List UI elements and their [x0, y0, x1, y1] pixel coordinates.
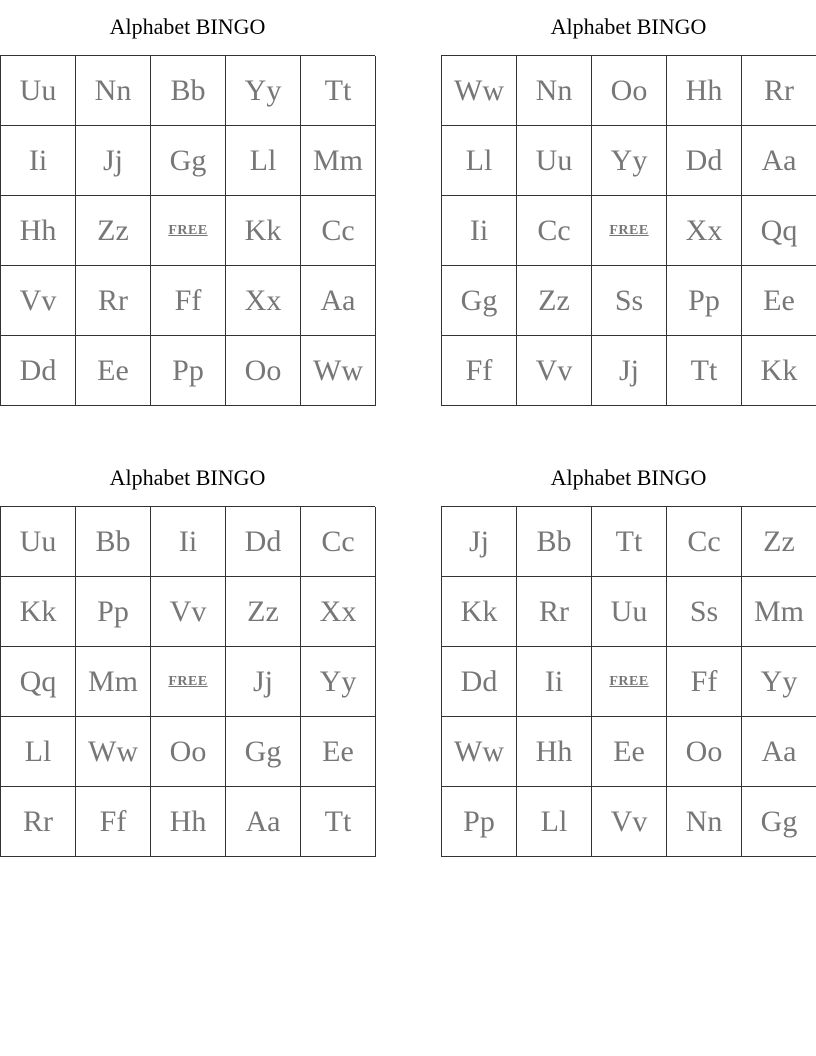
free-space-cell [151, 196, 226, 266]
bingo-cell [226, 647, 301, 717]
bingo-cell [442, 507, 517, 577]
bingo-cell [1, 647, 76, 717]
bingo-cell [592, 787, 667, 857]
bingo-cell [517, 336, 592, 406]
bingo-cell [442, 717, 517, 787]
bingo-cell [667, 266, 742, 336]
bingo-cell [592, 126, 667, 196]
bingo-letter: Dd [244, 524, 282, 558]
bingo-cell [76, 717, 151, 787]
bingo-cell [667, 717, 742, 787]
bingo-cell [226, 577, 301, 647]
bingo-letter: Cc [321, 524, 355, 558]
bingo-letter: Ff [465, 353, 493, 387]
bingo-cell [1, 56, 76, 126]
bingo-letter: Ee [763, 283, 795, 317]
bingo-letter: Nn [535, 73, 573, 107]
bingo-letter: Yy [760, 664, 798, 698]
bingo-letter: Aa [761, 143, 797, 177]
bingo-letter: Ss [689, 594, 719, 628]
bingo-cell [442, 196, 517, 266]
bingo-letter: Kk [19, 594, 57, 628]
bingo-cell [151, 717, 226, 787]
bingo-cell [442, 787, 517, 857]
bingo-cell [742, 717, 816, 787]
bingo-letter: Aa [245, 804, 281, 838]
bingo-letter: Cc [321, 213, 355, 247]
bingo-letter: Uu [610, 594, 648, 628]
bingo-letter: Yy [319, 664, 357, 698]
bingo-cell [1, 196, 76, 266]
bingo-cell [76, 577, 151, 647]
bingo-letter: Tt [615, 524, 643, 558]
bingo-cell [226, 787, 301, 857]
bingo-cell [742, 126, 816, 196]
bingo-cell [742, 647, 816, 717]
bingo-cell [151, 336, 226, 406]
bingo-cell [226, 196, 301, 266]
bingo-letter: Bb [536, 524, 572, 558]
bingo-cell [226, 126, 301, 196]
bingo-cell [151, 507, 226, 577]
bingo-letter: Aa [761, 734, 797, 768]
bingo-letter: Xx [319, 594, 357, 628]
bingo-cell [301, 56, 376, 126]
bingo-cell [667, 126, 742, 196]
bingo-letter: Vv [535, 353, 573, 387]
bingo-cell [742, 336, 816, 406]
bingo-letter: Xx [244, 283, 282, 317]
free-space-cell [592, 647, 667, 717]
bingo-cell [76, 787, 151, 857]
bingo-letter: Nn [94, 73, 132, 107]
bingo-letter: Jj [468, 524, 489, 558]
bingo-letter: Zz [247, 594, 279, 628]
bingo-cell [1, 717, 76, 787]
bingo-letter: Zz [97, 213, 129, 247]
bingo-letter: Hh [169, 804, 207, 838]
bingo-cell [742, 266, 816, 336]
free-space-cell [592, 196, 667, 266]
bingo-cell [76, 266, 151, 336]
bingo-letter: Tt [690, 353, 718, 387]
bingo-letter: Dd [685, 143, 723, 177]
bingo-letter: Ll [24, 734, 52, 768]
bingo-cell [301, 266, 376, 336]
bingo-letter: Ii [469, 213, 489, 247]
bingo-cell [592, 336, 667, 406]
bingo-letter: Nn [685, 804, 723, 838]
bingo-letter: Gg [244, 734, 282, 768]
bingo-cell [76, 336, 151, 406]
bingo-cell [442, 126, 517, 196]
bingo-cell [742, 507, 816, 577]
bingo-cell [76, 647, 151, 717]
bingo-letter: Qq [19, 664, 57, 698]
card-title: Alphabet BINGO [109, 14, 266, 39]
bingo-cell [151, 577, 226, 647]
bingo-letter: Ww [88, 734, 138, 768]
free-space-label: FREE [609, 222, 649, 238]
bingo-cell [226, 56, 301, 126]
bingo-letter: Ff [690, 664, 718, 698]
bingo-grid [0, 55, 375, 406]
bingo-letter: Jj [252, 664, 273, 698]
bingo-letter: Kk [244, 213, 282, 247]
bingo-letter: Ll [465, 143, 493, 177]
bingo-letter: Vv [610, 804, 648, 838]
bingo-letter: Uu [19, 524, 57, 558]
bingo-cell [226, 266, 301, 336]
bingo-letter: Mm [312, 143, 363, 177]
free-space-label: FREE [168, 673, 208, 689]
bingo-letter: Xx [685, 213, 723, 247]
bingo-letter: Jj [618, 353, 639, 387]
bingo-cell [517, 56, 592, 126]
bingo-cell [151, 56, 226, 126]
bingo-letter: Cc [687, 524, 721, 558]
bingo-cell [442, 577, 517, 647]
bingo-grid [441, 506, 816, 857]
bingo-letter: Rr [764, 73, 794, 107]
bingo-cell [517, 787, 592, 857]
free-space-label: FREE [609, 673, 649, 689]
bingo-cell [667, 507, 742, 577]
bingo-letter: Pp [463, 804, 495, 838]
bingo-letter: Gg [169, 143, 207, 177]
bingo-letter: Uu [19, 73, 57, 107]
bingo-letter: Zz [763, 524, 795, 558]
bingo-cell [442, 56, 517, 126]
bingo-cell [742, 56, 816, 126]
bingo-cell [151, 787, 226, 857]
bingo-letter: Uu [535, 143, 573, 177]
bingo-letter: Ff [174, 283, 202, 317]
bingo-cell [667, 336, 742, 406]
bingo-cell [226, 717, 301, 787]
bingo-cell [1, 266, 76, 336]
bingo-cell [301, 577, 376, 647]
bingo-cell [301, 196, 376, 266]
bingo-cell [76, 196, 151, 266]
bingo-letter: Pp [172, 353, 204, 387]
bingo-letter: Ff [99, 804, 127, 838]
bingo-letter: Ww [313, 353, 363, 387]
bingo-letter: Ii [178, 524, 198, 558]
bingo-letter: Oo [610, 73, 648, 107]
bingo-letter: Tt [324, 804, 352, 838]
bingo-cell [592, 507, 667, 577]
bingo-letter: Pp [688, 283, 720, 317]
bingo-letter: Oo [685, 734, 723, 768]
bingo-cell [76, 126, 151, 196]
card-title: Alphabet BINGO [550, 465, 707, 490]
bingo-letter: Dd [19, 353, 57, 387]
bingo-cell [442, 647, 517, 717]
bingo-letter: Tt [324, 73, 352, 107]
bingo-letter: Jj [102, 143, 123, 177]
bingo-cell [592, 577, 667, 647]
bingo-cell [742, 787, 816, 857]
bingo-letter: Dd [460, 664, 498, 698]
bingo-cell [301, 336, 376, 406]
bingo-cell [517, 266, 592, 336]
bingo-letter: Mm [753, 594, 804, 628]
bingo-letter: Ll [540, 804, 568, 838]
bingo-letter: Zz [538, 283, 570, 317]
bingo-cell [517, 647, 592, 717]
bingo-letter: Oo [169, 734, 207, 768]
bingo-letter: Bb [95, 524, 131, 558]
bingo-cell [592, 717, 667, 787]
bingo-letter: Bb [170, 73, 206, 107]
bingo-letter: Hh [535, 734, 573, 768]
bingo-cell [226, 336, 301, 406]
bingo-letter: Ll [249, 143, 277, 177]
bingo-cell [667, 56, 742, 126]
bingo-letter: Rr [98, 283, 128, 317]
bingo-cell [301, 717, 376, 787]
bingo-grid [0, 506, 375, 857]
free-space-label: FREE [168, 222, 208, 238]
bingo-cell [1, 577, 76, 647]
bingo-cell [1, 336, 76, 406]
bingo-letter: Ee [322, 734, 354, 768]
bingo-letter: Qq [760, 213, 798, 247]
bingo-grid [441, 55, 816, 406]
bingo-cell [517, 717, 592, 787]
bingo-cell [1, 507, 76, 577]
bingo-letter: Ii [544, 664, 564, 698]
bingo-cell [667, 196, 742, 266]
bingo-letter: Oo [244, 353, 282, 387]
bingo-letter: Hh [19, 213, 57, 247]
bingo-cell [76, 507, 151, 577]
bingo-letter: Ii [28, 143, 48, 177]
bingo-letter: Aa [320, 283, 356, 317]
bingo-letter: Ww [454, 73, 504, 107]
bingo-letter: Rr [23, 804, 53, 838]
bingo-letter: Rr [539, 594, 569, 628]
bingo-cell [742, 196, 816, 266]
bingo-letter: Pp [97, 594, 129, 628]
bingo-letter: Gg [460, 283, 498, 317]
bingo-cell [517, 126, 592, 196]
bingo-letter: Cc [537, 213, 571, 247]
bingo-cell [442, 266, 517, 336]
bingo-letter: Yy [610, 143, 648, 177]
bingo-letter: Ss [614, 283, 644, 317]
bingo-letter: Yy [244, 73, 282, 107]
bingo-cell [517, 577, 592, 647]
bingo-letter: Mm [87, 664, 138, 698]
bingo-cell [667, 577, 742, 647]
bingo-letter: Ww [454, 734, 504, 768]
bingo-letter: Ee [613, 734, 645, 768]
bingo-cell [301, 126, 376, 196]
bingo-letter: Kk [760, 353, 798, 387]
free-space-cell [151, 647, 226, 717]
bingo-cell [592, 56, 667, 126]
bingo-letter: Kk [460, 594, 498, 628]
bingo-cell [592, 266, 667, 336]
bingo-cell [1, 787, 76, 857]
bingo-cell [301, 647, 376, 717]
bingo-letter: Gg [760, 804, 798, 838]
bingo-cell [1, 126, 76, 196]
bingo-letter: Vv [169, 594, 207, 628]
bingo-cell [667, 787, 742, 857]
bingo-cell [76, 56, 151, 126]
bingo-cell [442, 336, 517, 406]
bingo-cell [517, 196, 592, 266]
bingo-letter: Vv [19, 283, 57, 317]
bingo-cell [151, 126, 226, 196]
bingo-cell [517, 507, 592, 577]
bingo-letter: Ee [97, 353, 129, 387]
bingo-cell [301, 507, 376, 577]
card-title: Alphabet BINGO [550, 14, 707, 39]
bingo-cell [667, 647, 742, 717]
bingo-cell [226, 507, 301, 577]
bingo-cell [742, 577, 816, 647]
bingo-cell [301, 787, 376, 857]
bingo-letter: Hh [685, 73, 723, 107]
card-title: Alphabet BINGO [109, 465, 266, 490]
bingo-cell [151, 266, 226, 336]
